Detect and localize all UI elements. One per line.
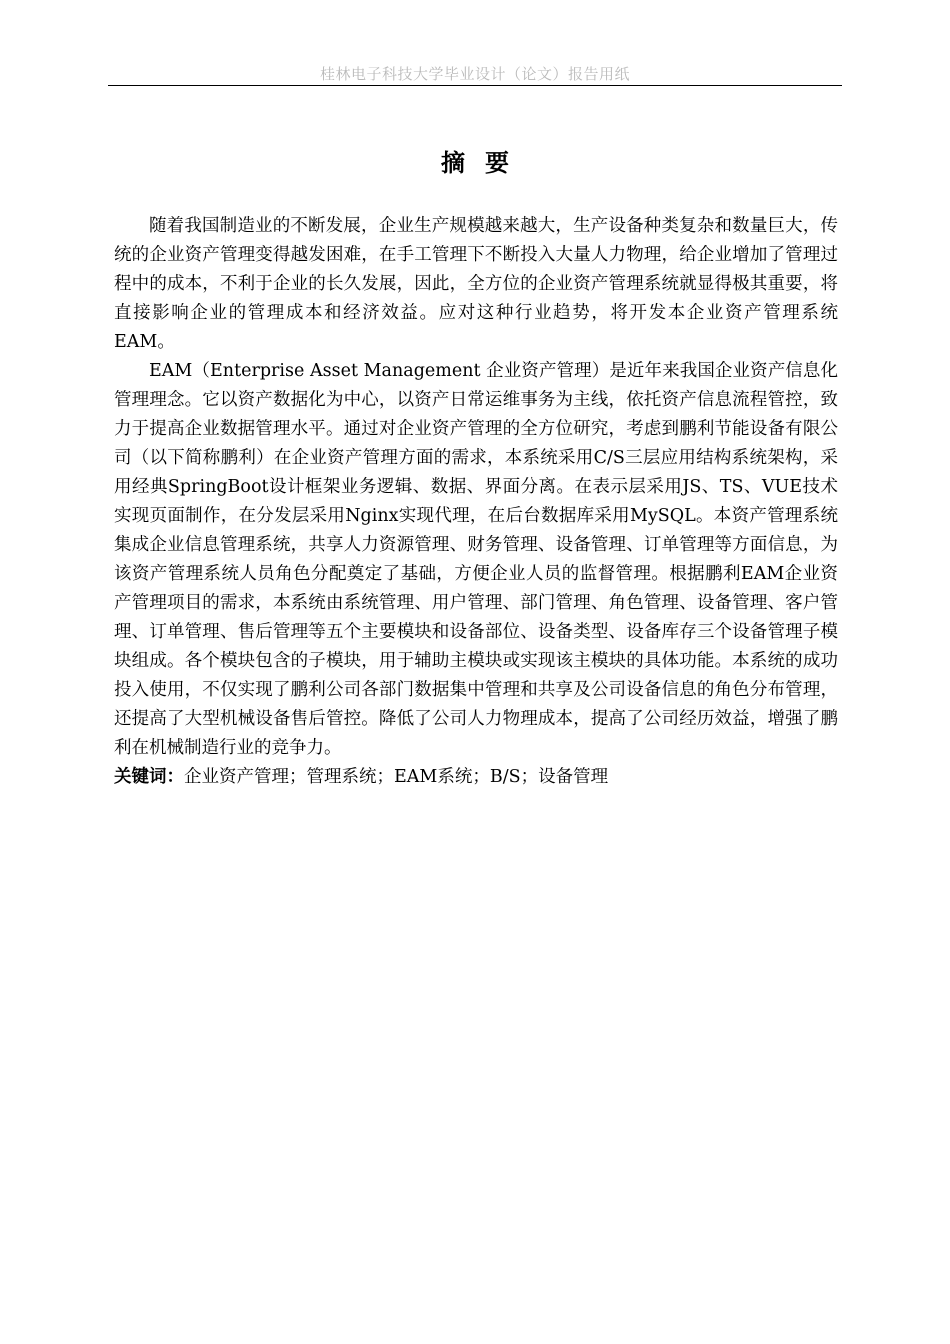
abstract-body xyxy=(114,212,838,792)
running-header: 桂林电子科技大学毕业设计（论文）报告用纸 xyxy=(319,65,630,83)
abstract-paragraph-1: 随着我国制造业的不断发展，企业生产规模越来越大，生产设备种类复杂和数量巨大，传统的企业资产管理变得越发困难，在手工管理下不断投入大量人力物理，给企业增加了管理过程中的成本，不利于企业的长久发展，因此，全方位的企业资产管理系统就显得极其重要，将直接影响企业的管理成本和经济效益。应对这种行业趋势，将开发本企业资产管理系统EAM。 xyxy=(114,216,838,352)
header-rule xyxy=(108,85,842,86)
keywords-label: 关键词： xyxy=(114,767,184,787)
keywords-line xyxy=(114,763,838,792)
abstract-title: 摘要 xyxy=(441,149,529,177)
keywords-text: 企业资产管理；管理系统；EAM系统；B/S；设备管理 xyxy=(184,767,609,787)
abstract-paragraph-2: EAM（Enterprise Asset Management 企业资产管理）是近年来我国企业资产信息化管理理念。它以资产数据化为中心，以资产日常运维事务为主线，依托资产信息流程管控，致力于提高企业数据管理水平。通过对企业资产管理的全方位研究，考虑到鹏利节能设备有限公司（以下简称鹏利）在企业资产管理方面的需求，本系统采用C/S三层应用结构系统架构，采用经典SpringBoot设计框架业务逻辑、数据、界面分离。在表示层采用JS、TS、VUE技术实现页面制作，在分发层采用Nginx实现代理，在后台数据库采用MySQL。本资产管理系统集成企业信息管理系统，共享人力资源管理、财务管理、设备管理、订单管理等方面信息，为该资产管理系统人员角色分配奠定了基础，方便企业人员的监督管理。根据鹏利EAM企业资产管理项目的需求，本系统由系统管理、用户管理、部门管理、角色管理、设备管理、客户管理、订单管理、售后管理等五个主要模块和设备部位、设备类型、设备库存三个设备管理子模块组成。各个模块包含的子模块，用于辅助主模块或实现该主模块的具体功能。本系统的成功投入使用，不仅实现了鹏利公司各部门数据集中管理和共享及公司设备信息的角色分布管理，还提高了大型机械设备售后管控。降低了公司人力物理成本，提高了公司经历效益，增强了鹏利在机械制造行业的竞争力。 xyxy=(114,361,838,758)
